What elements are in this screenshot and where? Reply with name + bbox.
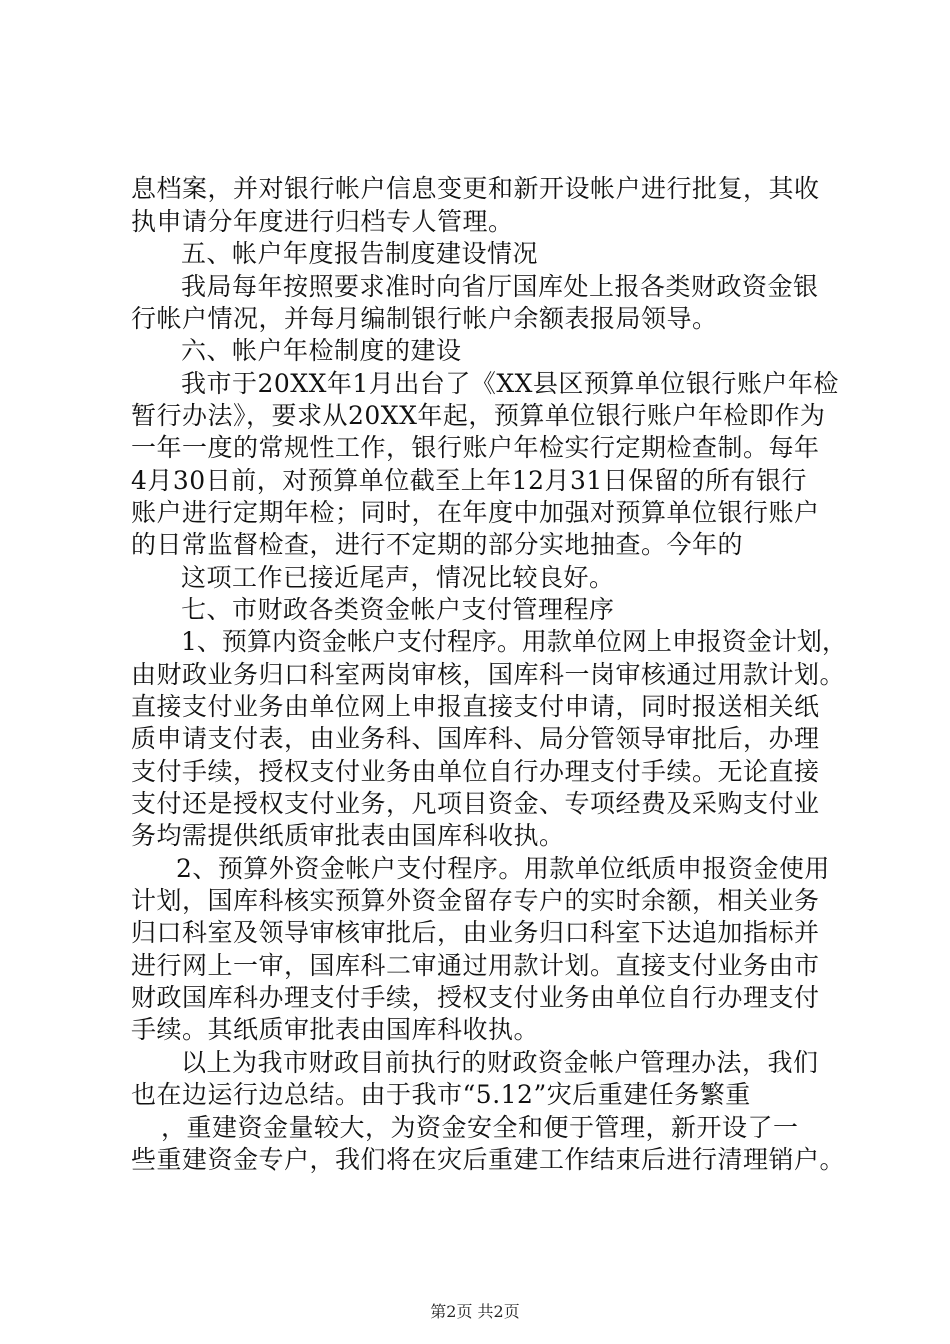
body-text-line: 的日常监督检查，进行不定期的部分实地抽查。今年的 — [131, 530, 744, 559]
body-text-line: 行帐户情况，并每月编制银行帐户余额表报局领导。 — [131, 304, 718, 333]
page-number-footer: 第2页 共2页 — [430, 1302, 520, 1321]
body-text-line: 账户进行定期年检；同时，在年度中加强对预算单位银行账户 — [131, 498, 820, 527]
body-text-line: 我局每年按照要求准时向省厅国库处上报各类财政资金银 — [181, 272, 819, 301]
body-text-line: 些重建资金专户，我们将在灾后重建工作结束后进行清理销户。 — [131, 1145, 846, 1174]
body-text-line: 一年一度的常规性工作，银行账户年检实行定期检查制。每年 — [131, 433, 820, 462]
body-text-line: 以上为我市财政目前执行的财政资金帐户管理办法，我们 — [181, 1048, 819, 1077]
body-text-line: 息档案，并对银行帐户信息变更和新开设帐户进行批复，其收 — [131, 174, 820, 203]
body-text-line: 1、预算内资金帐户支付程序。用款单位网上申报资金计划， — [181, 627, 847, 656]
body-text-line: 这项工作已接近尾声，情况比较良好。 — [181, 563, 615, 592]
section-heading-5: 五、帐户年度报告制度建设情况 — [181, 239, 539, 268]
body-text-line: 由财政业务归口科室两岗审核，国库科一岗审核通过用款计划。 — [131, 660, 846, 689]
body-text-line: 4月30日前，对预算单位截至上年12月31日保留的所有银行 — [131, 466, 807, 495]
body-text-line: 执申请分年度进行归档专人管理。 — [131, 207, 514, 236]
section-heading-7: 七、市财政各类资金帐户支付管理程序 — [181, 595, 615, 624]
body-text-line: ，重建资金量较大，为资金安全和便于管理，新开设了一 — [161, 1113, 799, 1142]
body-text-line: 进行网上一审，国库科二审通过用款计划。直接支付业务由市 — [131, 951, 820, 980]
body-text-line: 暂行办法》，要求从20XX年起，预算单位银行账户年检即作为 — [131, 401, 826, 430]
body-text-line: 也在边运行边总结。由于我市“5.12”灾后重建任务繁重 — [131, 1080, 751, 1109]
body-text-line: 务均需提供纸质审批表由国库科收执。 — [131, 821, 565, 850]
body-text-line: 支付还是授权支付业务，凡项目资金、专项经费及采购支付业 — [131, 789, 820, 818]
body-text-line: 质申请支付表，由业务科、国库科、局分管领导审批后，办理 — [131, 724, 820, 753]
section-heading-6: 六、帐户年检制度的建设 — [181, 336, 462, 365]
body-text-line: 我市于20XX年1月出台了《XX县区预算单位银行账户年检 — [181, 369, 839, 398]
body-text-line: 财政国库科办理支付手续，授权支付业务由单位自行办理支付 — [131, 983, 820, 1012]
body-text-line: 手续。其纸质审批表由国库科收执。 — [131, 1015, 540, 1044]
body-text-line: 直接支付业务由单位网上申报直接支付申请，同时报送相关纸 — [131, 692, 820, 721]
body-text-line: 支付手续，授权支付业务由单位自行办理支付手续。无论直接 — [131, 757, 820, 786]
body-text-line: 2、预算外资金帐户支付程序。用款单位纸质申报资金使用 — [176, 854, 830, 883]
body-text-line: 归口科室及领导审核审批后，由业务归口科室下达追加指标并 — [131, 918, 820, 947]
body-text-line: 计划，国库科核实预算外资金留存专户的实时余额，相关业务 — [131, 886, 820, 915]
